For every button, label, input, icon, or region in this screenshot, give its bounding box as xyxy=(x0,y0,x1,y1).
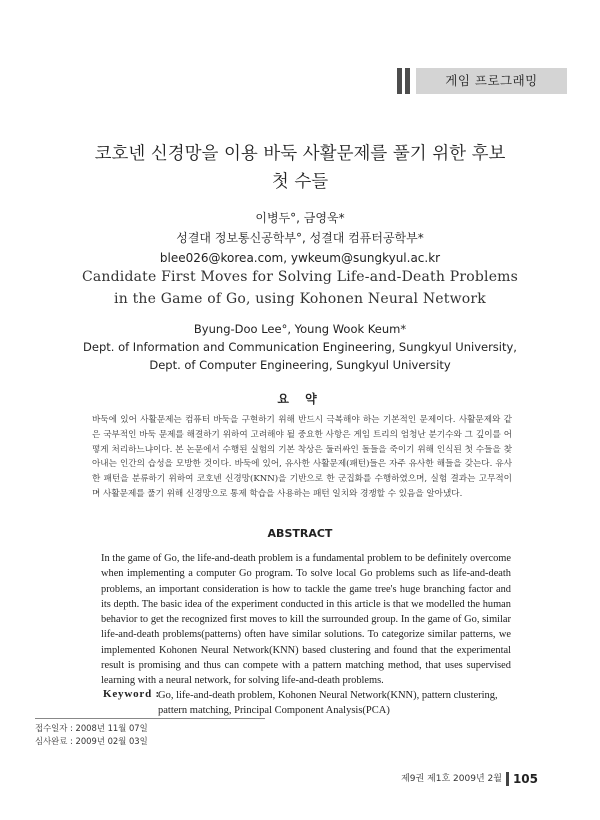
author-names-ko: 이병두°, 금영욱* xyxy=(255,211,345,225)
author-emails: blee026@korea.com, ywkeum@sungkyul.ac.kr xyxy=(159,251,441,265)
abstract-en xyxy=(101,551,511,689)
keyword-text: Go, life-and-death problem, Kohonen Neural Network(KNN), pattern clustering, pattern matching, Principal Component Analysis(PCA) xyxy=(158,690,498,716)
authors-en xyxy=(0,320,600,374)
page-number-bar xyxy=(506,772,509,786)
paper-title-en-line-2: in the Game of Go, using Kohonen Neural Network xyxy=(114,291,486,307)
section-tag xyxy=(397,68,567,94)
page-footer xyxy=(401,772,538,786)
author-affiliations-ko: 성결대 정보통신공학부°, 성결대 컴퓨터공학부* xyxy=(176,231,424,245)
authors-ko xyxy=(0,208,600,268)
keyword-label: Keyword : xyxy=(103,688,160,700)
tag-bar-decoration xyxy=(405,68,410,94)
paper-title-en xyxy=(0,266,600,310)
abstract-ko xyxy=(92,413,512,502)
paper-title-ko-line-2: 첫 수들 xyxy=(271,172,329,192)
submission-dates xyxy=(35,722,148,748)
tag-bar-decoration xyxy=(397,68,402,94)
paper-title-ko xyxy=(0,140,600,196)
section-tag-label: 게임 프로그래밍 xyxy=(416,68,567,94)
author-names-en: Byung-Doo Lee°, Young Wook Keum* xyxy=(193,322,407,336)
paper-title-ko-line-1: 코호넨 신경망을 이용 바둑 사활문제를 풀기 위한 후보 xyxy=(94,144,506,164)
abstract-ko-body: 바둑에 있어 사활문제는 컴퓨터 바둑을 구현하기 위해 반드시 극복해야 하는 기본적인 문제이다. 사활문제와 같은 국부적인 바둑 문제를 해결하기 위하여 고려해야 될 중요한 사항은 게임 트리의 엄청난 분기수와 그 깊이를 어떻게 처리하느냐이다. 본 논문에서 수행된 실험의 기본 착상은 둘러싸인 돌들을 죽이기 위해 인식된 첫 수들을 찾아내는 인간의 습성을 모방한 것이다. 바둑에 있어, 유사한 사활문제(패턴)들은 자주 유사한 해들을 갖는다. 유사한 패턴을 분류하기 위하여 코호넨 신경망(KNN)을 기반으로 한 군집화를 수행하였으며, 실험 결과는 고무적이며 사활문제를 풀기 위해 신경망으로 통제 학습을 사용하는 패턴 일치와 경쟁할 수 있음을 알아냈다. xyxy=(92,415,512,499)
abstract-ko-heading: 요 약 xyxy=(277,392,323,406)
abstract-en-body: In the game of Go, the life-and-death problem is a fundamental problem to be definitely overcome when implementing a computer Go program. To solve local Go problems such as life-and-death problems, an important consideration is how to tackle the game tree's huge branching factor and its depth. The basic idea of the experiment conducted in this article is that we modelled the human behavior to get the recognized first moves to kill the surrounded group. In the game of Go, similar life-and-death problems(patterns) often have similar solutions. To categorize similar patterns, we implemented Kohonen Neural Network(KNN) based clustering and found that the experimental result is promising and thus can compete with a pattern matching method, that uses supervised learning with a neural network, for solving life-and-death problems. xyxy=(101,553,511,687)
abstract-en-heading: ABSTRACT xyxy=(267,527,333,540)
paper-title-en-line-1: Candidate First Moves for Solving Life-and-Death Problems xyxy=(81,269,519,285)
author-affiliation-en-2: Dept. of Computer Engineering, Sungkyul University xyxy=(149,358,451,372)
author-affiliation-en-1: Dept. of Information and Communication Engineering, Sungkyul University, xyxy=(83,340,517,354)
page-number: 105 xyxy=(512,772,538,786)
footnote-divider xyxy=(35,718,265,719)
accepted-date: 심사완료 : 2009년 02월 03일 xyxy=(35,736,148,746)
journal-info: 제9권 제1호 2009년 2월 xyxy=(401,774,502,784)
received-date: 접수일자 : 2008년 11월 07일 xyxy=(35,723,148,733)
